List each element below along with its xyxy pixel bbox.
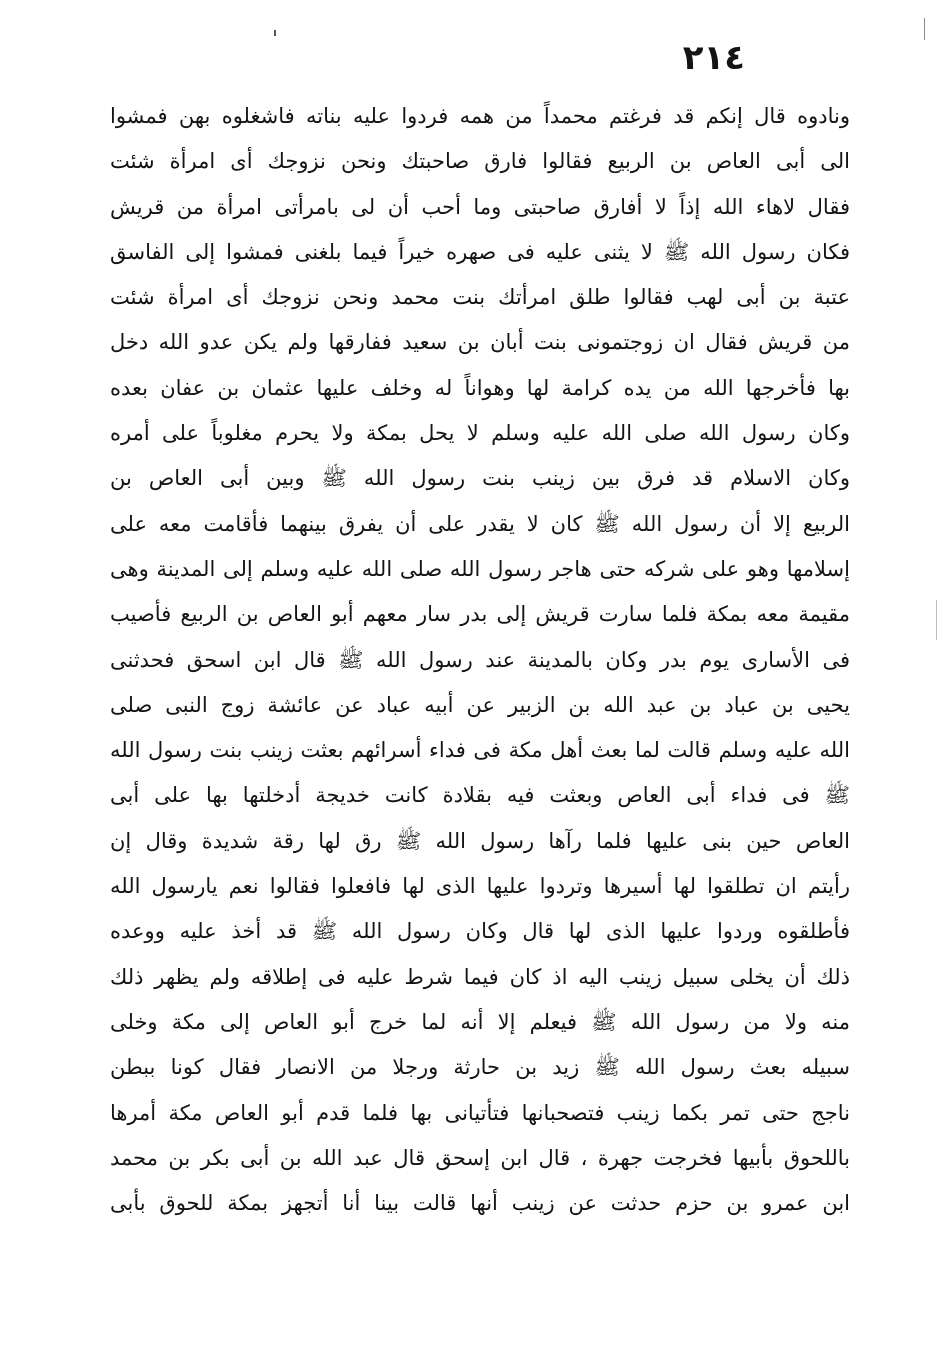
- text-line: منه ولا من رسول الله ﷺ فيعلم إلا أنه لما خرج أبو العاص إلى مكة وخلى: [110, 1009, 850, 1034]
- text-line: باللحوق بأبيها فخرجت جهرة ، قال ابن إسحق قال عبد الله بن أبى بكر بن محمد: [110, 1145, 850, 1170]
- text-line: فقال لاهاء الله إذاً لا أفارق صاحبتى وما أحب أن لى بامرأتى امرأة من قريش: [110, 194, 850, 219]
- text-line: فكان رسول الله ﷺ لا يثنى عليه فى صهره خيراً فيما بلغنى فمشوا إلى الفاسق: [110, 239, 850, 264]
- text-line: ذلك أن يخلى سبيل زينب اليه اذ كان فيما شرط عليه فى إطلاقه ولم يظهر ذلك: [110, 964, 850, 989]
- text-line: ﷺ فى فداء أبى العاص وبعثت فيه بقلادة كانت خديجة أدخلتها بها على أبى: [110, 783, 850, 808]
- text-line: بها فأخرجها الله من يده كرامة لها وهواناً له وخلف عليها عثمان بن عفان بعده: [110, 375, 850, 400]
- text-line: ونادوه قال إنكم قد فرغتم محمداً من همه فردوا عليه بناته فاشغلوه بهن فمشوا: [110, 104, 850, 128]
- body-text: [110, 94, 850, 1226]
- text-line: عتبة بن أبى لهب فقالوا طلق امرأتك بنت محمد ونحن نزوجك أى امرأة شئت: [110, 285, 850, 310]
- page-number: ٢١٤: [682, 38, 745, 78]
- text-line: من قريش فقال ان زوجتمونى بنت أبان بن سعيد ففارقها ولم يكن عدو الله دخل: [110, 330, 850, 355]
- text-line: وكان الاسلام قد فرق بين زينب بنت رسول الله ﷺ وبين أبى العاص بن: [110, 466, 850, 491]
- text-line: فأطلقوه وردوا عليها الذى لها قال وكان رسول الله ﷺ قد أخذ عليه ووعده: [110, 919, 850, 944]
- text-line: يحيى بن عباد بن عبد الله بن الزبير عن أبيه عباد عن عائشة زوج النبى صلى: [110, 692, 850, 717]
- text-line: سبيله بعث رسول الله ﷺ زيد بن حارثة ورجلا من الانصار فقال كونا ببطن: [110, 1055, 850, 1080]
- text-line: مقيمة معه بمكة فلما سارت قريش إلى بدر سار معهم أبو العاص بن الربيع فأصيب: [110, 602, 850, 627]
- text-line: إسلامها وهو على شركه حتى هاجر رسول الله صلى الله عليه وسلم إلى المدينة وهى: [110, 556, 850, 581]
- text-line: العاص حين بنى عليها فلما رآها رسول الله ﷺ رق لها رقة شديدة وقال إن: [110, 828, 850, 853]
- text-line: الله عليه وسلم قالت لما بعث أهل مكة فى فداء أسرائهم بعثت زينب بنت رسول الله: [110, 738, 850, 763]
- text-line: الى أبى العاص بن الربيع فقالوا فارق صاحبتك ونحن نزوجك أى امرأة شئت: [110, 149, 850, 174]
- text-line: ناجج حتى تمر بكما زينب فتصحبانها فتأتيانى بها فلما قدم أبو العاص مكة أمرها: [110, 1100, 850, 1125]
- text-line: فى الأسارى يوم بدر وكان بالمدينة عند رسول الله ﷺ قال ابن اسحق فحدثنى: [110, 647, 850, 672]
- text-line: وكان رسول الله صلى الله عليه وسلم لا يحل بمكة ولا يحرم مغلوباً على أمره: [110, 421, 850, 446]
- text-line: ابن عمرو بن حزم حدثت عن زينب أنها قالت بينا أنا أتجهز بمكة للحوق بأبى: [110, 1191, 850, 1216]
- text-line: رأيتم ان تطلقوا لها أسيرها وتردوا عليها الذى لها فافعلوا فقالوا نعم يارسول الله: [110, 874, 850, 899]
- text-line: الربيع إلا أن رسول الله ﷺ كان لا يقدر على أن يفرق بينهما فأقامت معه على: [110, 511, 850, 536]
